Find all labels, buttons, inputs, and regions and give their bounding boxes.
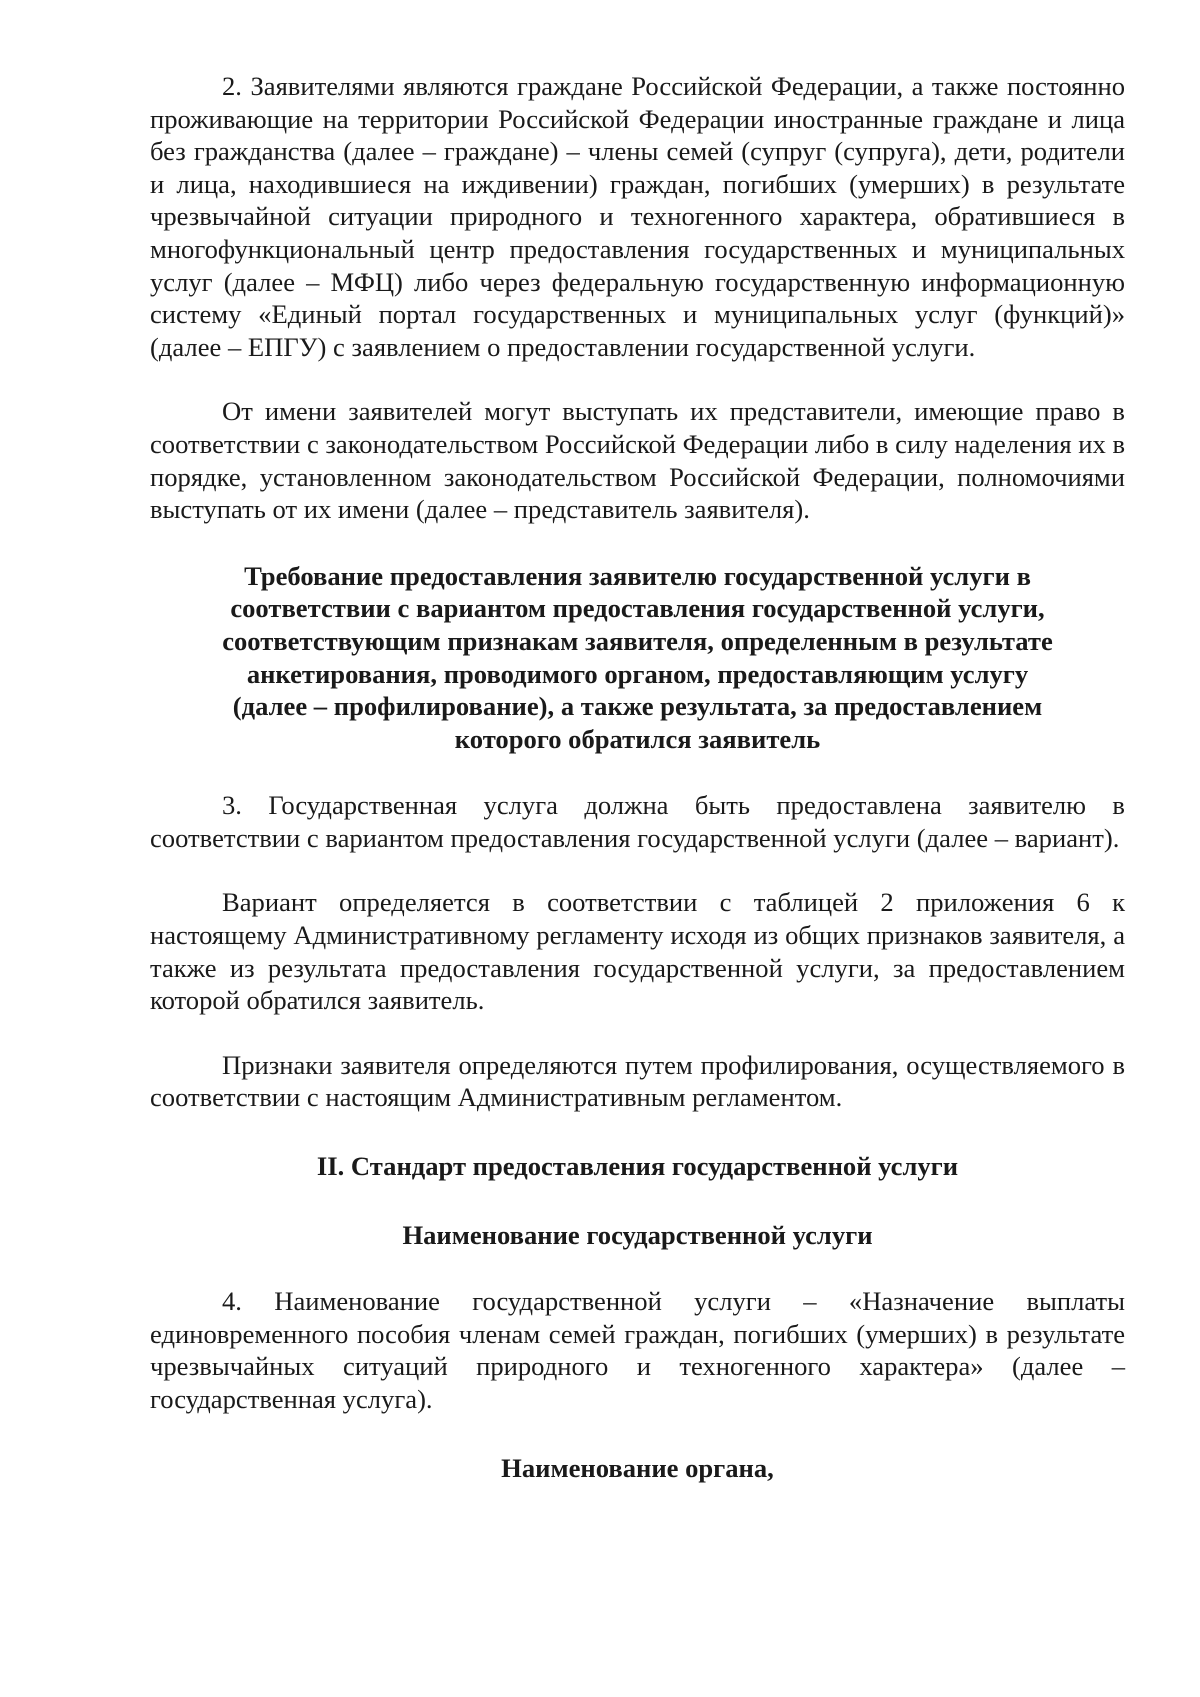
heading-service-name: Наименование государственной услуги: [402, 1219, 873, 1250]
heading-service-requirement: Требование предоставления заявителю государственной услуги в соответствии с вариантом предоставления государственной услуги, соответствующим признакам заявителя, определенным в результате анкетирования, проводимого органом, предоставляющим услугу (далее – профилирование), а также результата, за предоставлением которого обратился заявитель: [222, 560, 1053, 754]
heading-authority-name: Наименование органа,: [501, 1452, 774, 1483]
document-page: [150, 70, 1125, 1484]
paragraph-representatives: От имени заявителей могут выступать их представители, имеющие право в соответствии с законодательством Российской Федерации либо в силу наделения их в порядке, установленном законодательством Российской Федерации, полномочиями выступать от их имени (далее – представитель заявителя).: [150, 396, 1125, 525]
paragraph-variant-definition: Вариант определяется в соответствии с таблицей 2 приложения 6 к настоящему Административному регламенту исходя из общих признаков заявителя, а также из результата предоставления государственной услуги, за предоставлением которой обратился заявитель.: [150, 887, 1125, 1016]
paragraph-applicant-signs: Признаки заявителя определяются путем профилирования, осуществляемого в соответствии с настоящим Административным регламентом.: [150, 1049, 1125, 1113]
heading-section-2-standard: II. Стандарт предоставления государственной услуги: [316, 1151, 959, 1182]
paragraph-3-variant: 3. Государственная услуга должна быть предоставлена заявителю в соответствии с вариантом предоставления государственной услуги (далее – вариант).: [150, 790, 1125, 853]
paragraph-2-applicants: 2. Заявителями являются граждане Российской Федерации, а также постоянно проживающие на территории Российской Федерации иностранные граждане и лица без гражданства (далее – граждане) – члены семей (супруг (супруга), дети, родители и лица, находившиеся на иждивении) граждан, погибших (умерших) в результате чрезвычайной ситуации природного и техногенного характера, обратившиеся в многофункциональный центр предоставления государственных и муниципальных услуг (далее – МФЦ) либо через федеральную государственную информационную систему «Единый портал государственных и муниципальных услуг (функций)» (далее – ЕПГУ) с заявлением о предоставлении государственной услуги.: [150, 71, 1125, 362]
paragraph-4-service-name: 4. Наименование государственной услуги – «Назначение выплаты единовременного пособия членам семей граждан, погибших (умерших) в результате чрезвычайных ситуаций природного и техногенного характера» (далее – государственная услуга).: [150, 1286, 1125, 1414]
